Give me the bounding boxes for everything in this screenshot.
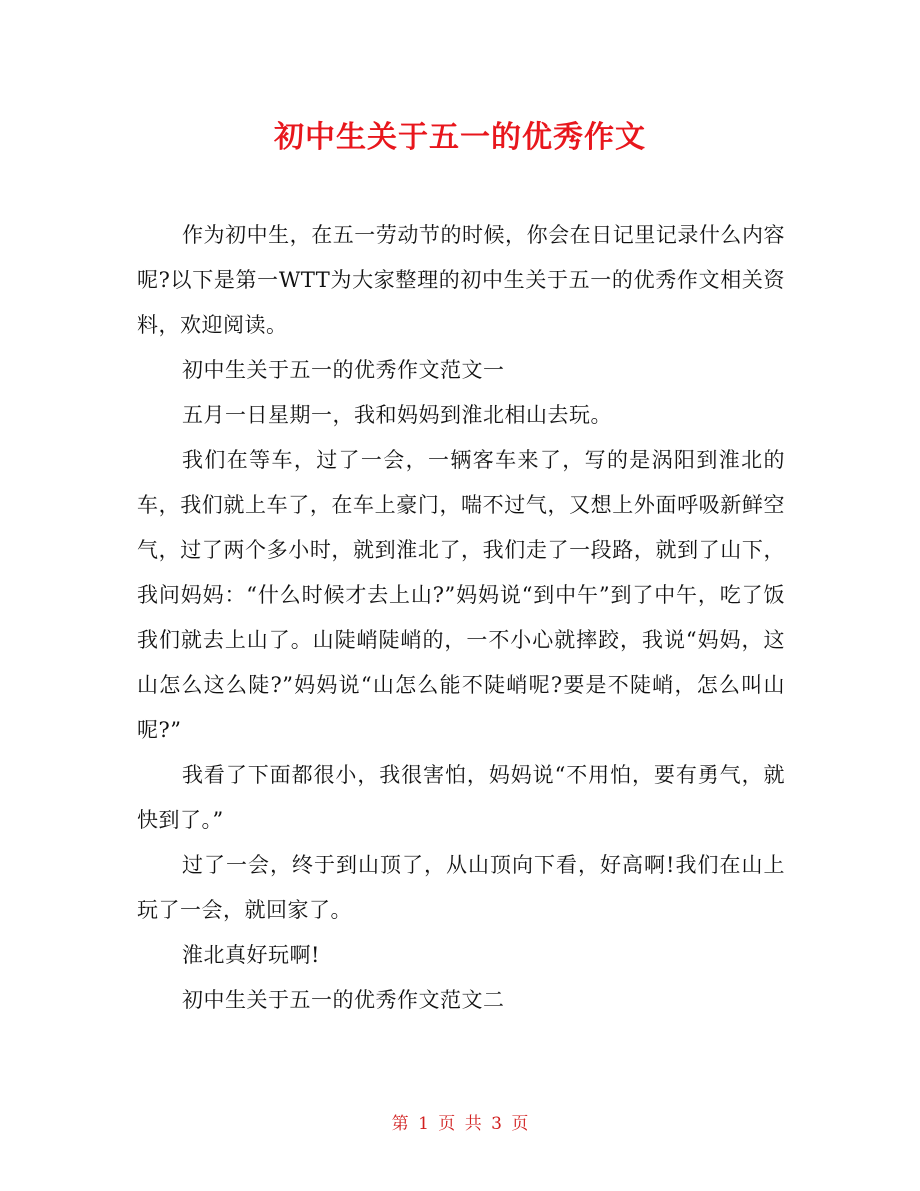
body-paragraph: 五月一日星期一，我和妈妈到淮北相山去玩。	[182, 403, 612, 427]
body-paragraph: 我们在等车，过了一会，一辆客车来了，写的是涡阳到淮北的车，我们就上车了，在车上豪门，喘不过气，又想上外面呼吸新鲜空气，过了两个多小时，就到淮北了，我们走了一段路，就到了山下，我问妈妈：“什么时候才去上山?”妈妈说“到中午”到了中午，吃了饭我们就去上山了。山陡峭陡峭的，一不小心就摔跤，我说“妈妈，这山怎么这么陡?”妈妈说“山怎么能不陡峭呢?要是不陡峭，怎么叫山呢?”	[137, 448, 785, 742]
section-heading-essay-1: 初中生关于五一的优秀作文范文一	[182, 358, 505, 382]
page-number-footer: 第 1 页 共 3 页	[391, 1114, 529, 1134]
intro-paragraph: 作为初中生，在五一劳动节的时候，你会在日记里记录什么内容呢?以下是第一WTT为大家整理的初中生关于五一的优秀作文相关资料，欢迎阅读。	[137, 223, 785, 337]
document-body	[137, 213, 785, 1023]
document-title: 初中生关于五一的优秀作文	[274, 120, 646, 155]
body-paragraph: 淮北真好玩啊!	[182, 943, 320, 967]
section-heading-essay-2: 初中生关于五一的优秀作文范文二	[182, 988, 505, 1012]
body-paragraph: 过了一会，终于到山顶了，从山顶向下看，好高啊!我们在山上玩了一会，就回家了。	[137, 853, 785, 922]
body-paragraph: 我看了下面都很小，我很害怕，妈妈说“不用怕，要有勇气，就快到了。”	[137, 763, 785, 832]
